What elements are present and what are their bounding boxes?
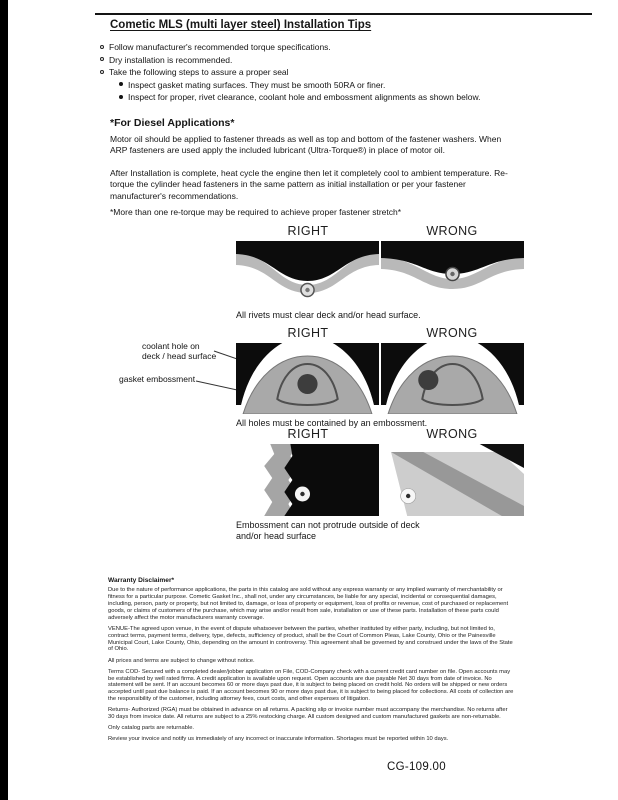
- right-wrong-labels: [236, 224, 524, 241]
- warranty-disclaimer: [108, 577, 515, 748]
- right-label: RIGHT: [287, 326, 329, 340]
- diagram-row-embossment: [236, 326, 524, 429]
- tip-item: [100, 55, 580, 66]
- right-label: RIGHT: [287, 427, 329, 441]
- installation-tips-list: [100, 42, 580, 105]
- circle-bullet-marker: [100, 57, 104, 61]
- tip-sub-item: [119, 92, 580, 103]
- page-title: Cometic MLS (multi layer steel) Installation Tips: [110, 19, 372, 31]
- wrong-label: WRONG: [426, 427, 478, 441]
- dot-bullet-marker: [119, 82, 123, 86]
- diagram-rivet-wrong: [381, 241, 524, 306]
- diesel-paragraph-2: After Installation is complete, heat cycle the engine then let it completely cool to ambient temperature. Re-torque the cylinder head fasteners in the same pattern as initial installation or per your fastener manufacturer's recommendations.: [110, 168, 508, 201]
- right-label: RIGHT: [287, 224, 329, 238]
- top-rule: [95, 13, 592, 15]
- tip-text: Dry installation is recommended.: [109, 54, 233, 65]
- diagram-section: [236, 224, 524, 541]
- diagram-row-protrusion: [236, 427, 524, 541]
- tip-sub-item: [119, 80, 580, 91]
- retorque-note: *More than one re-torque may be required to achieve proper fastener stretch*: [110, 207, 402, 217]
- page-code: CG-109.00: [387, 761, 446, 773]
- warranty-paragraph: Only catalog parts are returnable.: [108, 725, 195, 732]
- right-wrong-labels: [236, 326, 524, 343]
- wrong-label: WRONG: [426, 326, 478, 340]
- diagram-images: [236, 241, 524, 306]
- warranty-paragraph: Terms COD- Secured with a completed dealer/jobber application on File, COD-Company check with a current credit card number on file. Open accounts may be established by well rated firms. A credit application is available upon request. Open accounts are due payable Net 30 days from date of invoice. No statement will be sent. If an account becomes 60 or more days past due, it is subject to being placed on credit hold. No orders will be shipped or new orders accepted until past due balance is paid. If an account becomes 90 or more days past due, it is subject to being placed for collections. All costs of collection are the responsibility of the customer, including attorney fees, court costs, and other expenses of litigation.: [108, 668, 514, 703]
- warranty-paragraph: Review your invoice and notify us immediately of any incorrect or inaccurate information. Shortages must be reported within 10 days.: [108, 736, 449, 743]
- warranty-heading: Warranty Disclaimer*: [108, 577, 175, 584]
- diesel-applications-heading: *For Diesel Applications*: [110, 117, 235, 129]
- diagram-embossment-right: [236, 343, 379, 414]
- tip-item: [100, 67, 580, 78]
- tip-text: Take the following steps to assure a proper seal: [109, 67, 289, 77]
- gasket-embossment-callout: gasket embossment: [119, 374, 196, 384]
- coolant-callout-line2: deck / head surface: [142, 351, 217, 361]
- diagram-caption: Embossment can not protrude outside of deck and/or head surface: [236, 520, 420, 541]
- diagram-caption: All holes must be contained by an embossment.: [236, 418, 428, 428]
- tip-text: Inspect gasket mating surfaces. They must be smooth 50RA or finer.: [128, 79, 386, 90]
- warranty-paragraph: VENUE-The agreed upon venue, in the event of dispute whatsoever between the parties, whether instituted by either party, including, but not limited to, contract terms, payment terms, delivery, type, defects, sufficiency of product, shall be the Court of Common Pleas, Lake County, Ohio or the Painesville Municipal Court, Lake County, Ohio, depending on the amount in controversy. This agreement shall be governed by and construed under the laws of the State of Ohio.: [108, 625, 513, 653]
- circle-bullet-marker: [100, 45, 104, 49]
- tip-text: Follow manufacturer's recommended torque specifications.: [109, 42, 331, 52]
- warranty-paragraph: Due to the nature of performance applications, the parts in this catalog are sold without any express warranty or any implied warranty of merchantability or fitness for a particular purpose. Cometic Gasket Inc., shall not, under any circumstances, be liable for any special, incidental or consequential damages, including, person, party or property, but not limited to, damage, or loss of property or equipment, loss of profits or revenue, cost of purchased or replacement goods, or claims of customers of the purchase, which may arise and/or result from sale, installation or use of these parts. Installation of these parts could adversely affect the motor manufacturers warranty coverage.: [108, 587, 509, 621]
- tip-text: Inspect for proper, rivet clearance, coolant hole and embossment alignments as shown below.: [128, 92, 481, 102]
- diagram-protrude-wrong: [381, 444, 524, 516]
- wrong-label: WRONG: [426, 224, 478, 238]
- diagram-caption: All rivets must clear deck and/or head surface.: [236, 310, 421, 320]
- diagram-images: [236, 444, 524, 516]
- diagram-embossment-wrong: [381, 343, 524, 414]
- diesel-paragraph-1: Motor oil should be applied to fastener threads as well as top and bottom of the fastener washers. When ARP fasteners are used apply the included lubricant (Ultra-Torque®) in place of motor oil.: [110, 134, 502, 156]
- diagram-protrude-right: [236, 444, 379, 516]
- tip-item: [100, 42, 580, 53]
- page-edge-strip: [0, 0, 8, 800]
- coolant-callout-line1: coolant hole on: [142, 341, 200, 351]
- circle-bullet-marker: [100, 70, 104, 74]
- warranty-paragraph: Returns- Authorized (RGA) must be obtained in advance on all returns. A packing slip or invoice number must accompany the merchandise. No returns after 30 days from invoice date. All returns are subject to a 25% restocking charge. All custom designed and custom manufactured gaskets are non-returnable.: [108, 707, 508, 721]
- diagram-row-rivets: [236, 224, 524, 321]
- right-wrong-labels: [236, 427, 524, 444]
- warranty-paragraph: All prices and terms are subject to change without notice.: [108, 657, 255, 664]
- diagram-rivet-right: [236, 241, 379, 306]
- diagram-images: [236, 343, 524, 414]
- dot-bullet-marker: [119, 95, 123, 99]
